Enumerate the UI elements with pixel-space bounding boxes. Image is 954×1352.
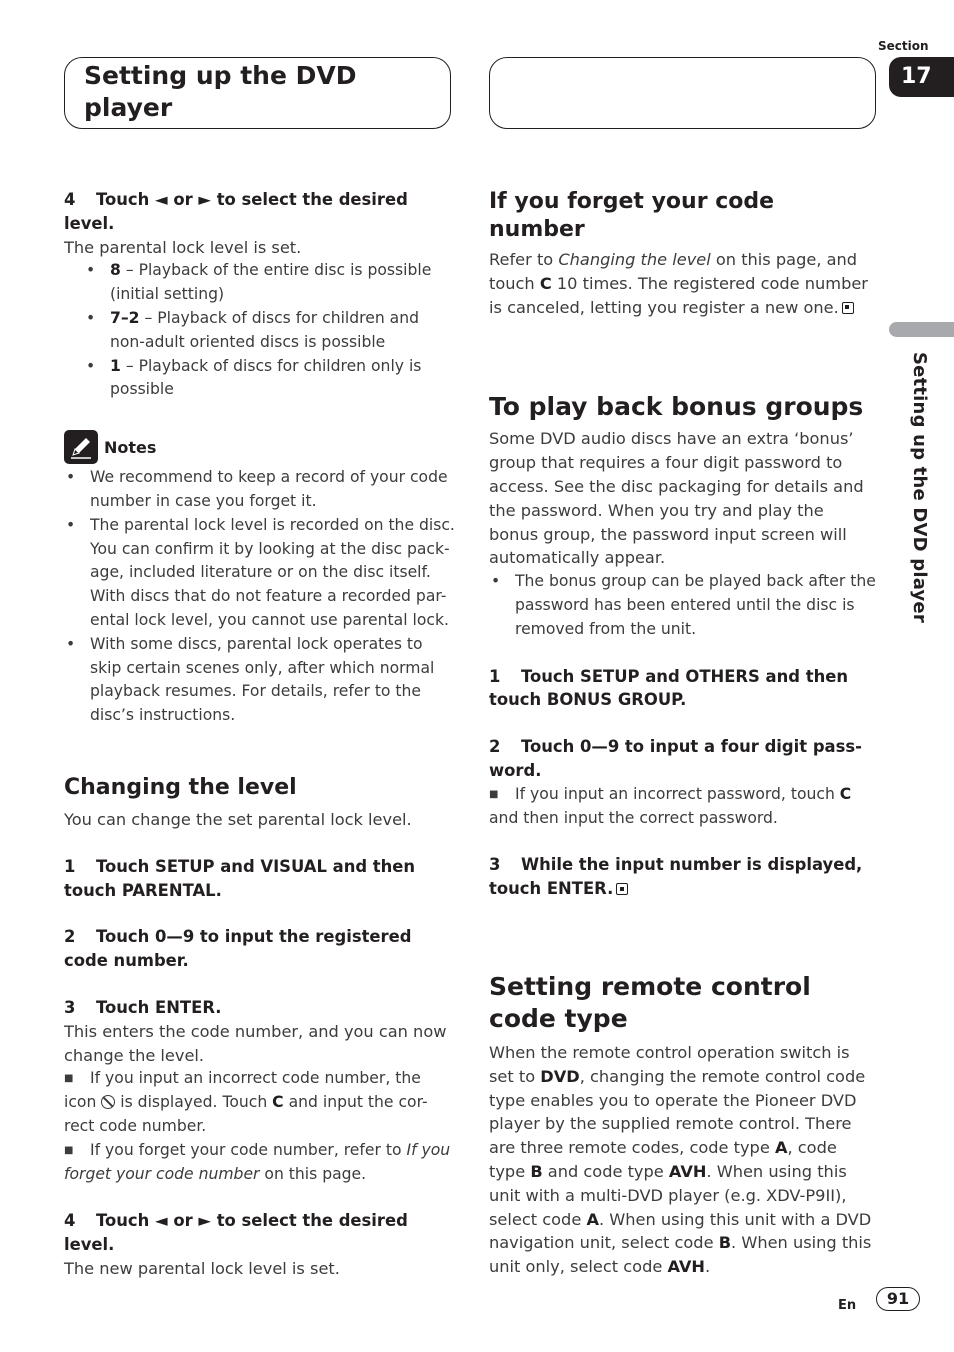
right-column <box>489 188 877 1279</box>
footer-language: En <box>838 1298 857 1313</box>
bonus-bullet: • The bonus group can be played back after the password has been entered until the disc is removed from the unit. <box>489 570 877 641</box>
step-3-note-incorrect: ■ If you input an incorrect code number, the icon is displayed. Touch C and input the cor-rect code number. <box>64 1069 428 1135</box>
step-1-parental: 1 Touch SETUP and VISUAL and then touch PARENTAL. <box>64 856 416 900</box>
remote-code-heading: Setting remote control code type <box>489 971 811 1033</box>
bonus-step-3: 3 While the input number is displayed, touch ENTER. <box>489 855 863 899</box>
prohibited-icon <box>101 1095 115 1109</box>
notes-list <box>64 466 456 728</box>
header-empty-box <box>489 57 876 129</box>
step-4-select-level: 4 Touch ◄ or ► to select the desired level. <box>64 190 408 233</box>
level-list <box>64 259 456 402</box>
end-mark-icon <box>616 883 628 895</box>
bonus-step-2-note: ■ If you input an incorrect password, touch C and then input the correct password. <box>489 784 852 827</box>
end-mark-icon <box>842 302 854 314</box>
list-item: • With some discs, parental lock operates to skip certain scenes only, after which normal playback resumes. For details, refer to the disc’s instructions. <box>64 633 456 728</box>
notes-heading <box>64 430 456 464</box>
step-4-new-level: 4 Touch ◄ or ► to select the desired level. <box>64 1211 408 1255</box>
changing-level-heading: Changing the level <box>64 774 297 800</box>
list-item: • 1 – Playback of discs for children only is possible <box>64 355 456 403</box>
changing-level-description: You can change the set parental lock level. <box>64 809 412 829</box>
side-tab-bar <box>889 322 954 337</box>
list-item: • The parental lock level is recorded on the disc. You can confirm it by looking at the disc pack-age, included literature or on the disc itself. With discs that do not feature a recorded par-ental lock level, you cannot use parental lock. <box>64 514 456 633</box>
list-item: • 8 – Playback of the entire disc is possible (initial setting) <box>64 259 456 307</box>
side-tab-text: Setting up the DVD player <box>909 352 930 623</box>
step-2-registered-code: 2 Touch 0—9 to input the registered code number. <box>64 927 412 971</box>
section-number-tab: 17 <box>889 57 954 97</box>
notes-title: Notes <box>104 437 157 457</box>
page-number: 91 <box>876 1287 920 1311</box>
list-item: • 7–2 – Playback of discs for children and non-adult oriented discs is possible <box>64 307 456 355</box>
step-4-new-description: The new parental lock level is set. <box>64 1258 340 1278</box>
bonus-step-2: 2 Touch 0—9 to input a four digit pass-word. <box>489 737 862 780</box>
step-4-description: The parental lock level is set. <box>64 237 302 257</box>
bonus-step-1: 1 Touch SETUP and OTHERS and then touch BONUS GROUP. <box>489 666 849 710</box>
list-item: • We recommend to keep a record of your code number in case you forget it. <box>64 466 456 514</box>
step-3-enter: 3 Touch ENTER. <box>64 997 222 1017</box>
page-title: Setting up the DVD player <box>84 61 357 122</box>
forget-code-heading: If you forget your code number <box>489 189 775 242</box>
pencil-icon <box>64 430 98 464</box>
bonus-groups-heading: To play back bonus groups <box>489 392 864 422</box>
left-column <box>64 188 456 1281</box>
section-label: Section <box>878 39 929 53</box>
step-3-note-forget: ■ If you forget your code number, refer to If you forget your code number on this page. <box>64 1140 451 1183</box>
bonus-groups-description: Some DVD audio discs have an extra ‘bonus’ group that requires a four digit password to access. See the disc packaging for details and the password. When you try and play the bonus group, the password input screen will automatically appear. <box>489 429 864 568</box>
remote-code-description: When the remote control operation switch is set to DVD, changing the remote control code type enables you to operate the Pioneer DVD player by the supplied remote control. There are three remote codes, code type A, code type B and code type AVH. When using this unit with a multi-DVD player (e.g. XDV-P9II), select code A. When using this unit with a DVD navigation unit, select code B. When using this unit only, select code AVH. <box>489 1042 872 1277</box>
forget-code-description: Refer to Changing the level on this page, and touch C 10 times. The registered code number is canceled, letting you register a new one. <box>489 250 868 317</box>
step-3-description: This enters the code number, and you can now change the level. <box>64 1021 447 1065</box>
